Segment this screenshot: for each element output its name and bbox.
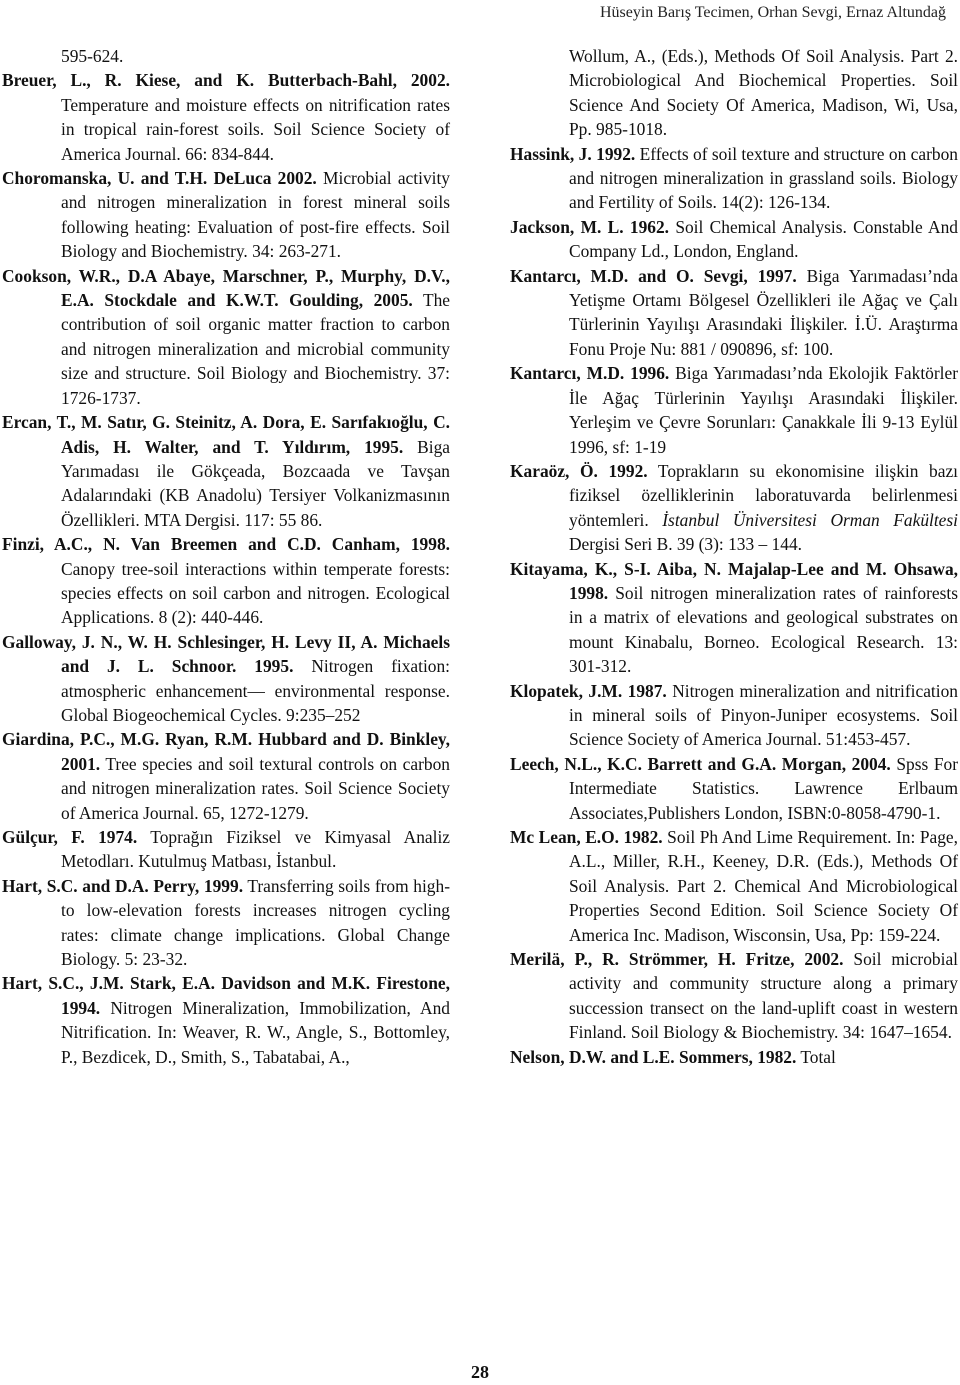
reference-journal-italic: İstanbul Üniversitesi Orman Fakültesi (662, 509, 958, 530)
reference-text: Soil Ph And Lime Requirement. In: Page, A.L., Miller, R.H., Keeney, D.R. (Eds.), Methods Of Soil Analysis. Part 2. Chemical And Microbiological Properties Second Edition. Soil Science Society Of America Inc. Madison, Wisconsin, Usa, Pp: 159-224. (569, 827, 958, 945)
reference-leech (510, 752, 958, 825)
reference-kantarci-1997 (510, 264, 958, 362)
reference-karaoz (510, 459, 958, 557)
reference-authors: Hart, S.C. and D.A. Perry, 1999. (2, 875, 244, 896)
reference-kantarci-1996 (510, 361, 958, 459)
reference-authors: Giardina, P.C., M.G. Ryan, R.M. Hubbard and D. Binkley, 2001. (2, 729, 450, 774)
reference-authors: Kitayama, K., S-I. Aiba, N. Majalap-Lee and M. Ohsawa, 1998. (510, 558, 958, 603)
reference-klopatek (510, 679, 958, 752)
reference-text: Nitrogen fixation: atmospheric enhancement— environmental response. Global Biogeochemical Cycles. 9:235–252 (61, 656, 450, 725)
reference-authors: Finzi, A.C., N. Van Breemen and C.D. Canham, 1998. (2, 534, 450, 555)
reference-breuer (2, 68, 450, 166)
reference-authors: Merilä, P., R. Strömmer, H. Fritze, 2002. (510, 949, 844, 970)
page-number: 28 (471, 1362, 489, 1382)
reference-giardina (2, 727, 450, 825)
reference-text: Nitrogen mineralization and nitrification in mineral soils of Pinyon-Juniper ecosystems. Soil Science Society of America Journal. 51:453-457. (569, 680, 958, 750)
reference-text: Toprakların su ekonomisine ilişkin bazı fiziksel özelliklerinin laboratuvarda belirlenmesi yöntemleri. (569, 460, 958, 530)
reference-text: The contribution of soil organic matter fraction to carbon and nitrogen mineralization and microbial community size and structure. Soil Biology and Biochemistry. 37: 1726-1737. (61, 290, 450, 408)
reference-authors: Mc Lean, E.O. 1982. (510, 827, 663, 847)
reference-galloway (2, 630, 450, 728)
reference-text: Toprağın Fiziksel ve Kimyasal Analiz Metodları. Kutulmuş Matbası, İstanbul. (61, 827, 451, 872)
reference-authors: Kantarcı, M.D. and O. Sevgi, 1997. (510, 265, 797, 286)
reference-authors: Karaöz, Ö. 1992. (510, 460, 648, 481)
reference-text: Soil nitrogen mineralization rates of rainforests in a matrix of elevations and geological substrates on mount Kinabalu, Borneo. Ecological Research. 13: 301-312. (569, 582, 958, 677)
reference-merila (510, 947, 958, 1045)
left-column (2, 44, 450, 1069)
reference-jackson (510, 215, 958, 264)
reference-continuation: Wollum, A., (Eds.), Methods Of Soil Analysis. Part 2. Microbiological And Biochemical Properties. Soil Science And Society Of America, Madison, Wi, Usa, Pp. 985-1018. (569, 46, 958, 140)
reference-text: Nitrogen Mineralization, Immobilization, And Nitrification. In: Weaver, R. W., Angle, S., Bottomley, P., Bezdicek, D., Smith, S., Tabatabai, A., (61, 997, 450, 1067)
reference-authors: Hassink, J. 1992. (510, 143, 636, 164)
right-column (510, 44, 958, 1069)
reference-text: Total (796, 1046, 836, 1067)
reference-text: Effects of soil texture and structure on carbon and nitrogen mineralization in grassland soils. Biology and Fertility of Soils. 14(2): 126-134. (569, 143, 958, 213)
reference-continuation: 595-624. (61, 46, 124, 66)
reference-mclean (510, 825, 958, 947)
reference-text: Transferring soils from high- to low-elevation forests increases nitrogen cycling rates: climate change implications. Global Change Biology. 5: 23-32. (61, 875, 450, 970)
reference-text: Soil Chemical Analysis. Constable And Company Ld., London, England. (569, 216, 958, 262)
reference-text: Temperature and moisture effects on nitrification rates in tropical rain-forest soils. Soil Science Society of America Journal. 66: 834-844. (61, 94, 450, 164)
reference-authors: Choromanska, U. and T.H. DeLuca 2002. (2, 168, 317, 189)
reference-authors: Cookson, W.R., D.A Abaye, Marschner, P., Murphy, D.V., E.A. Stockdale and K.W.T. Goulding, 2005. (2, 265, 450, 311)
reference-text: Soil microbial activity and community structure along a primary succession transect on the land-uplift coast in western Finland. Soil Biology & Biochemistry. 34: 1647–1654. (569, 949, 958, 1043)
reference-text: Canopy tree-soil interactions within temperate forests: species effects on soil carbon and nitrogen. Ecological Applications. 8 (2): 440-446. (61, 558, 450, 628)
reference-hassink (510, 142, 958, 215)
reference-authors: Klopatek, J.M. 1987. (510, 680, 667, 701)
reference-authors: Hart, S.C., J.M. Stark, E.A. Davidson and M.K. Firestone, 1994. (2, 973, 450, 1018)
reference-authors: Breuer, L., R. Kiese, and K. Butterbach-Bahl, 2002. (2, 70, 450, 91)
reference-authors: Ercan, T., M. Satır, G. Steinitz, A. Dora, E. Sarıfakıoğlu, C. Adis, H. Walter, and T. Yıldırım, 1995. (2, 412, 450, 457)
reference-hart-1999 (2, 874, 450, 972)
reference-kitayama (510, 557, 958, 679)
reference-authors: Galloway, J. N., W. H. Schlesinger, H. Levy II, A. Michaels and J. L. Schnoor. 1995. (2, 631, 450, 677)
reference-text-after: Dergisi Seri B. 39 (3): 133 – 144. (569, 534, 802, 555)
reference-text: Microbial activity and nitrogen mineralization in forest mineral soils following heating: Evaluation of post-fire effects. Soil Biology and Biochemistry. 34: 263-271. (61, 168, 450, 262)
reference-cookson (2, 264, 450, 410)
reference-authors: Jackson, M. L. 1962. (510, 216, 670, 237)
reference-text: Biga Yarımadası’nda Ekolojik Faktörler İle Ağaç Türlerinin Yayılışı Arasındaki İlişkiler. Yerleşim ve Çevre Sorunları: Çanakkale İli 9-13 Eylül 1996, sf: 1-19 (569, 363, 958, 457)
reference-choromanska (2, 166, 450, 264)
reference-text: Biga Yarımadası’nda Yetişme Ortamı Bölgesel Özellikleri ile Ağaç ve Çalı Türlerinin Yayılışı Arasındaki İlişkiler. İ.Ü. Araştırma Fonu Proje Nu: 881 / 090896, sf: 100. (569, 265, 959, 359)
reference-text: Tree species and soil textural controls on carbon and nitrogen mineralization rates. Soil Science Society of America Journal. 65, 1272-1279. (61, 753, 450, 823)
reference-authors: Leech, N.L., K.C. Barrett and G.A. Morgan, 2004. (510, 753, 891, 774)
running-header: Hüseyin Barış Tecimen, Orhan Sevgi, Ernaz Altundağ (599, 4, 946, 21)
reference-authors: Gülçur, F. 1974. (2, 827, 138, 847)
reference-authors: Kantarcı, M.D. 1996. (510, 363, 670, 384)
reference-finzi (2, 532, 450, 630)
reference-text: Spss For Intermediate Statistics. Lawrence Erlbaum Associates,Publishers London, ISBN:0-8058-4790-1. (569, 753, 958, 823)
reference-authors: Nelson, D.W. and L.E. Sommers, 1982. (510, 1046, 797, 1067)
reference-hart-1994 (2, 971, 450, 1069)
reference-ercan (2, 410, 450, 532)
reference-nelson (510, 1045, 958, 1069)
reference-gulcur (2, 825, 450, 874)
reference-text: Biga Yarımadası ile Gökçeada, Bozcaada ve Tavşan Adalarındaki (KB Anadolu) Tersiyer Volkanizmasının Özellikleri. MTA Dergisi. 117: 55 86. (61, 436, 450, 530)
